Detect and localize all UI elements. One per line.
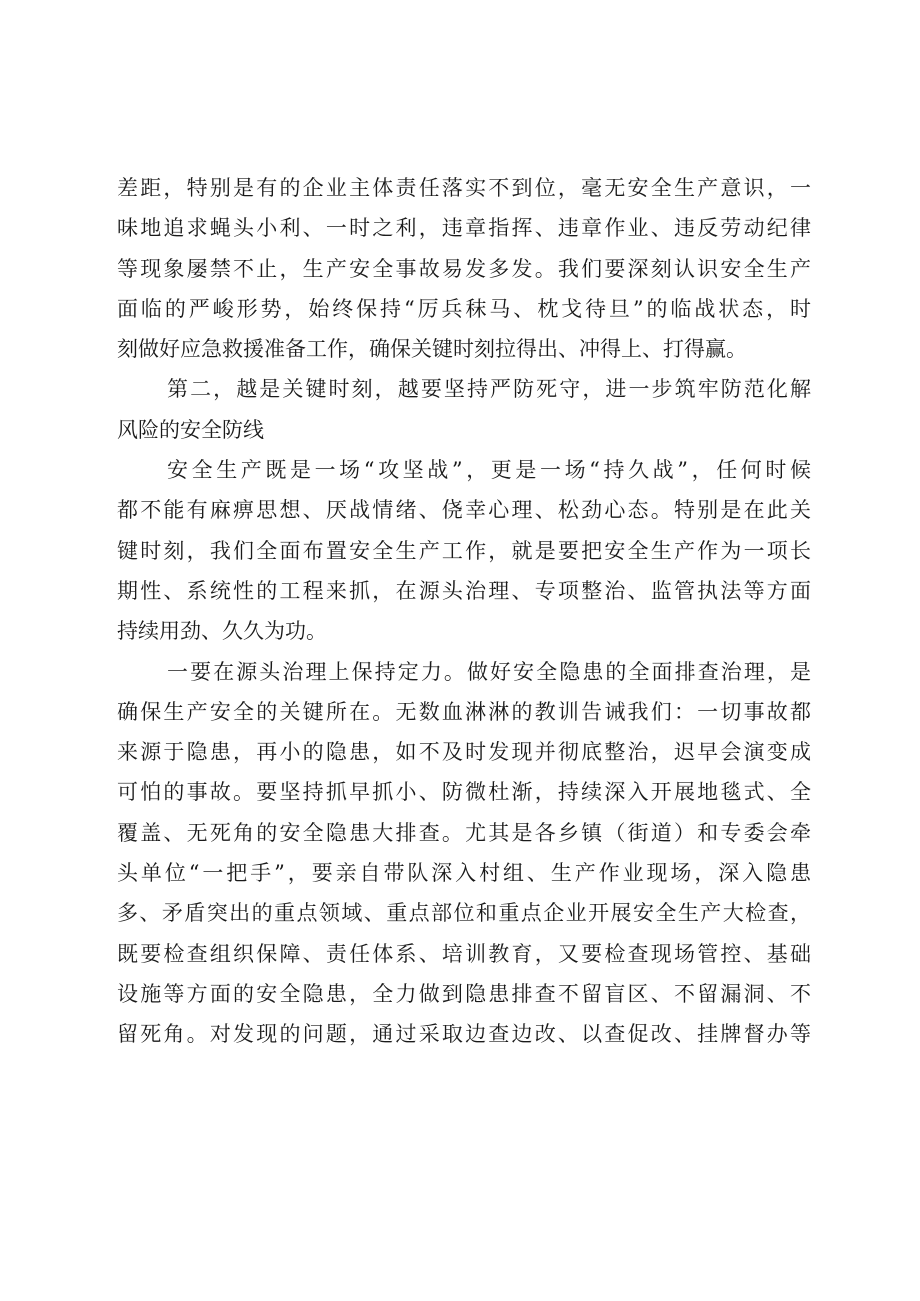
text-line: 等现象屡禁不止，生产安全事故易发多发。我们要深刻认识安全生产 (117, 256, 811, 281)
text-line: 来源于隐患，再小的隐患，如不及时发现并彻底整治，迟早会演变成 (117, 740, 811, 765)
text-line: 留死角。对发现的问题，通过采取边查边改、以查促改、挂牌督办等 (117, 1022, 811, 1047)
text-line: 刻做好应急救援准备工作，确保关键时刻拉得出、冲得上、打得赢。 (117, 337, 747, 362)
text-line: 差距，特别是有的企业主体责任落实不到位，毫无安全生产意识，一 (117, 176, 811, 200)
text-line: 既要检查组织保障、责任体系、培训教育，又要检查现场管控、基础 (117, 941, 811, 966)
section-heading-line: 风险的安全防线 (117, 417, 264, 442)
text-line: 可怕的事故。要坚持抓早抓小、防微杜渐，持续深入开展地毯式、全 (117, 780, 811, 805)
text-line: 头单位“一把手”，要亲自带队深入村组、生产作业现场，深入隐患 (117, 861, 811, 886)
text-line: 安全生产既是一场“攻坚战”，更是一场“持久战”，任何时候 (167, 458, 811, 483)
text-line: 多、矛盾突出的重点领域、重点部位和重点企业开展安全生产大检查， (117, 901, 811, 926)
document-body (117, 168, 811, 1055)
text-line: 都不能有麻痹思想、厌战情绪、侥幸心理、松劲心态。特别是在此关 (117, 498, 811, 523)
text-line: 味地追求蝇头小利、一时之利，违章指挥、违章作业、违反劳动纪律 (117, 216, 811, 241)
section-heading-line: 第二，越是关键时刻，越要坚持严防死守，进一步筑牢防范化解 (167, 377, 811, 402)
text-line: 覆盖、无死角的安全隐患大排查。尤其是各乡镇（街道）和专委会牵 (117, 820, 811, 845)
text-line: 持续用劲、久久为功。 (117, 619, 327, 644)
text-line: 面临的严峻形势，始终保持“厉兵秣马、枕戈待旦”的临战状态，时 (117, 296, 811, 321)
text-line: 键时刻，我们全面布置安全生产工作，就是要把安全生产作为一项长 (117, 538, 811, 563)
text-line: 设施等方面的安全隐患，全力做到隐患排查不留盲区、不留漏洞、不 (117, 981, 811, 1006)
text-line: 确保生产安全的关键所在。无数血淋淋的教训告诫我们：一切事故都 (117, 699, 811, 724)
text-line: 期性、系统性的工程来抓，在源头治理、专项整治、监管执法等方面 (117, 578, 811, 603)
text-line: 一要在源头治理上保持定力。做好安全隐患的全面排查治理，是 (167, 659, 811, 684)
